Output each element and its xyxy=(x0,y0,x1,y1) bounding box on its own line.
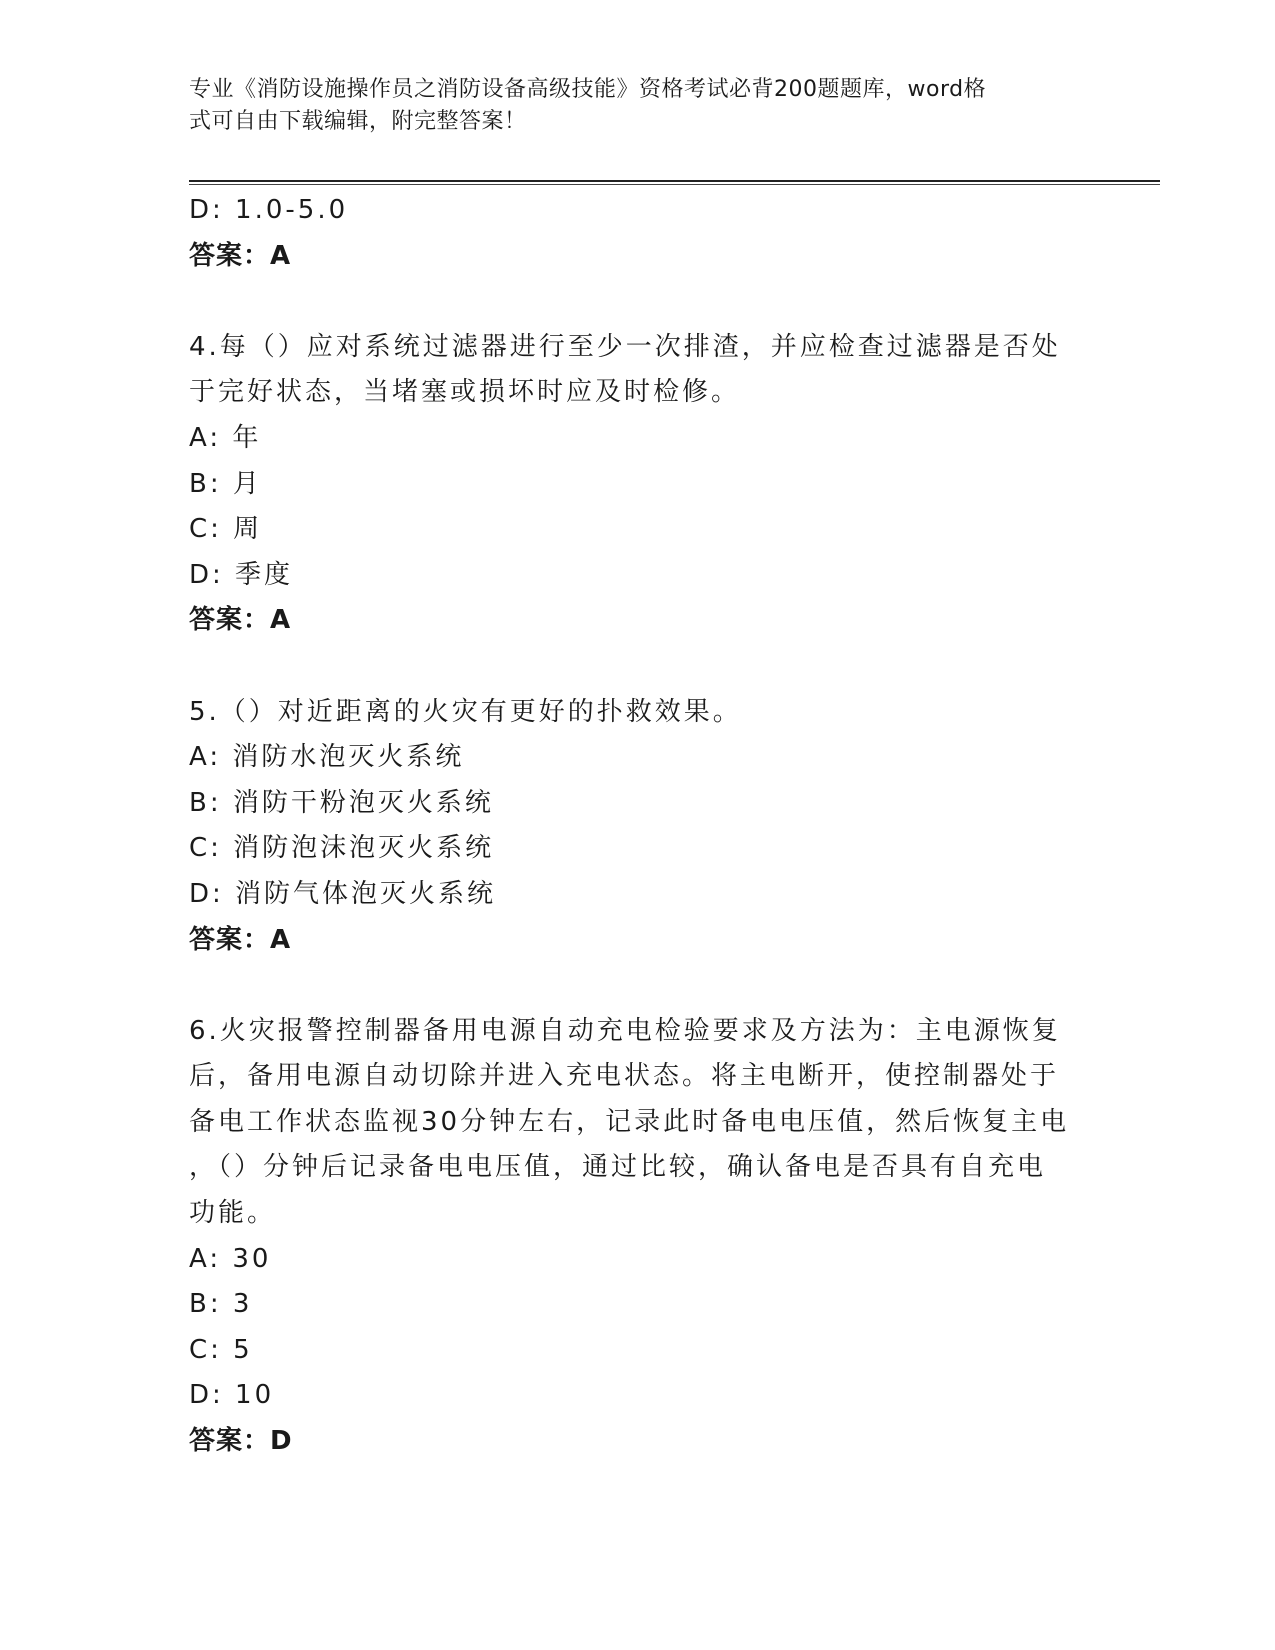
header-divider-thin xyxy=(189,184,1160,185)
option-c: C: 周 xyxy=(189,514,263,545)
question-stem: 后，备用电源自动切除并进入充电状态。将主电断开，使控制器处于 xyxy=(189,1061,1060,1092)
option-c: C: 5 xyxy=(189,1334,253,1365)
question-4 xyxy=(189,325,1089,644)
option-d: D: 10 xyxy=(189,1380,275,1411)
question-stem: 备电工作状态监视30分钟左右，记录此时备电电压值，然后恢复主电 xyxy=(189,1106,1070,1137)
spacer xyxy=(189,963,1089,1009)
option-c: C: 消防泡沫泡灭火系统 xyxy=(189,833,495,864)
option-b: B: 月 xyxy=(189,468,262,499)
option-b: B: 消防干粉泡灭火系统 xyxy=(189,787,494,818)
header-line-1: 专业《消防设施操作员之消防设备高级技能》资格考试必背200题题库，word格 xyxy=(189,77,987,102)
question-list xyxy=(189,188,1089,1465)
option-a: A: 年 xyxy=(189,422,262,453)
question-stem: 功能。 xyxy=(189,1198,277,1229)
option-d: D: 消防气体泡灭火系统 xyxy=(189,878,497,909)
question-stem: ，（）分钟后记录备电电压值，通过比较，确认备电是否具有自充电 xyxy=(189,1152,1047,1183)
answer-line: 答案：A xyxy=(189,240,292,271)
document-header xyxy=(189,74,1089,138)
option-b: B: 3 xyxy=(189,1289,253,1320)
option-a: A: 30 xyxy=(189,1243,272,1274)
header-line-2: 式可自由下载编辑，附完整答案！ xyxy=(189,109,527,134)
answer-line: 答案：A xyxy=(189,605,292,636)
spacer xyxy=(189,279,1089,325)
header-divider-thick xyxy=(189,180,1160,182)
question-stem: 于完好状态，当堵塞或损坏时应及时检修。 xyxy=(189,377,741,408)
answer-line: 答案：D xyxy=(189,1426,293,1457)
option-a: A: 消防水泡灭火系统 xyxy=(189,742,465,773)
spacer xyxy=(189,644,1089,690)
question-stem: 4.每（）应对系统过滤器进行至少一次排渣，并应检查过滤器是否处 xyxy=(189,331,1061,362)
answer-line: 答案：A xyxy=(189,924,292,955)
question-6 xyxy=(189,1009,1089,1465)
option-d: D: 季度 xyxy=(189,559,294,590)
option-d: D: 1.0-5.0 xyxy=(189,195,349,225)
question-5 xyxy=(189,690,1089,964)
question-stem: 6.火灾报警控制器备用电源自动充电检验要求及方法为：主电源恢复 xyxy=(189,1015,1061,1046)
question-stem: 5.（）对近距离的火灾有更好的扑救效果。 xyxy=(189,696,742,727)
